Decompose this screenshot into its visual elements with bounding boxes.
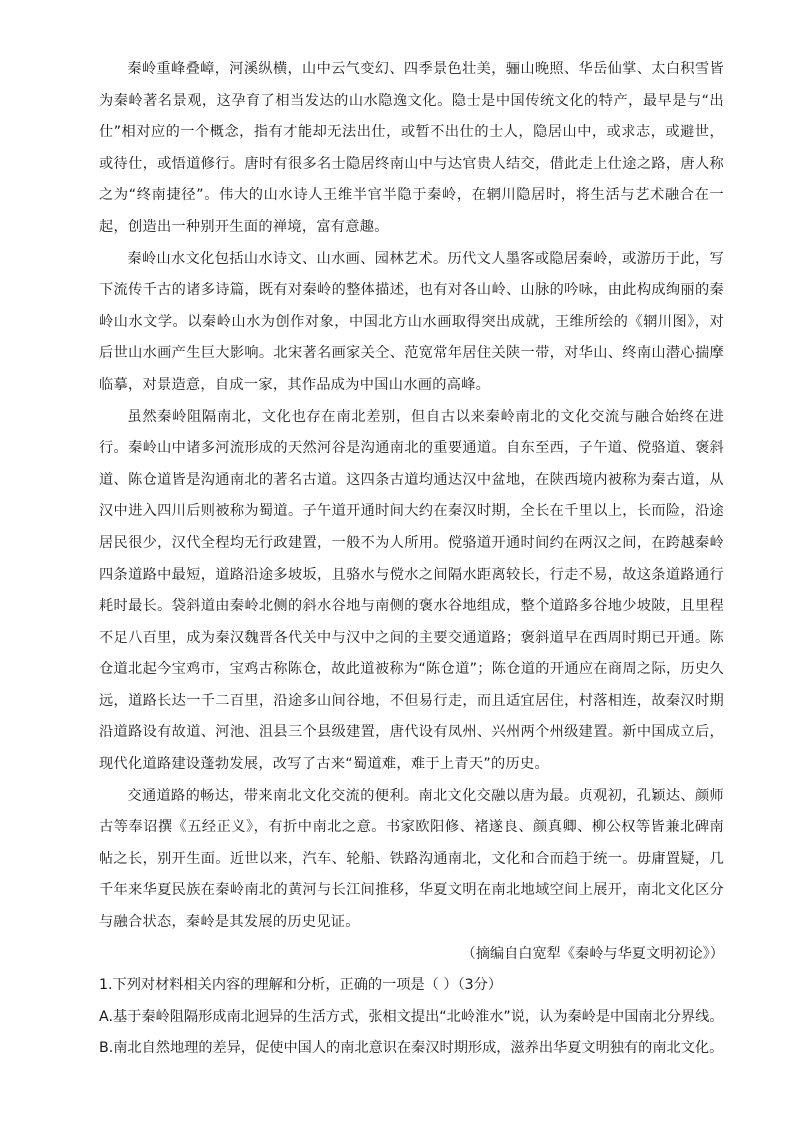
passage-paragraph-1: 秦岭重峰叠嶂，河溪纵横，山中云气变幻、四季景色壮美，骊山晚照、华岳仙掌、太白积雪皆为秦岭著名景观，这孕育了相当发达的山水隐逸文化。隐士是中国传统文化的特产，最早是与“出仕”相对应的一个概念，指有才能却无法出仕，或暂不出仕的士人，隐居山中，或求志，或避世，或待仕，或悟道修行。唐时有很多名士隐居终南山中与达官贵人结交，借此走上仕途之路，唐人称之为“终南捷径”。伟大的山水诗人王维半官半隐于秦岭，在辋川隐居时，将生活与艺术融合在一起，创造出一种别开生面的禅境，富有意趣。 <box>99 61 724 235</box>
question-option-b: B.南北自然地理的差异，促使中国人的南北意识在秦汉时期形成，滋养出华夏文明独有的南北文化。 <box>99 1040 724 1057</box>
question-stem: 1.下列对材料相关内容的理解和分析，正确的一项是（ ）（3分） <box>99 977 503 994</box>
passage-paragraph-2: 秦岭山水文化包括山水诗文、山水画、园林艺术。历代文人墨客或隐居秦岭，或游历于此，写下流传千古的诸多诗篇，既有对秦岭的整体描述，也有对各山岭、山脉的吟咏，由此构成绚丽的秦岭山水文学。以秦岭山水为创作对象，中国北方山水画取得突出成就，王维所绘的《辋川图》，对后世山水画产生巨大影响。北宋著名画家关仝、范宽常年居住关陕一带，对华山、终南山潜心揣摩临摹，对景造意，自成一家，其作品成为中国山水画的高峰。 <box>99 250 724 393</box>
passage-paragraph-3: 虽然秦岭阻隔南北，文化也存在南北差别，但自古以来秦岭南北的文化交流与融合始终在进行。秦岭山中诸多河流形成的天然河谷是沟通南北的重要通道。自东至西，子午道、傥骆道、褒斜道、陈仓道皆是沟通南北的著名古道。这四条古道均通达汉中盆地，在陕西境内被称为秦古道，从汉中进入四川后则被称为蜀道。子午道开通时间大约在秦汉时期，全长在千里以上，长而险，沿途居民很少，汉代全程均无行政建置，一般不为人所用。傥骆道开通时间约在两汉之间，在跨越秦岭四条道路中最短，道路沿途多坡坂，且骆水与傥水之间隔水距离较长，行走不易，故这条道路通行耗时最长。袋斜道由秦岭北侧的斜水谷地与南侧的褒水谷地组成，整个道路多谷地少坡陂，且里程不足八百里，成为秦汉魏晋各代关中与汉中之间的主要交通道路；褒斜道早在西周时期已开通。陈仓道北起今宝鸡市，宝鸡古称陈仓，故此道被称为“陈仓道”；陈仓道的开通应在商周之际，历史久远，道路长达一千二百里，沿途多山间谷地，不但易行走，而且适宜居住，村落相连，故秦汉时期沿道路设有故道、河池、沮县三个县级建置，唐代设有凤州、兴州两个州级建置。新中国成立后，现代化道路建设蓬勃发展，改写了古来“蜀道难，难于上青天”的历史。 <box>99 408 724 773</box>
passage-source: （摘编自白宽犁《秦岭与华夏文明初论》） <box>461 945 724 962</box>
passage-paragraph-4: 交通道路的畅达，带来南北文化交流的便利。南北文化交融以唐为最。贞观初，孔颖达、颜师古等奉诏撰《五经正义》，有折中南北之意。书家欧阳修、褚遂良、颜真卿、柳公权等皆兼北碑南帖之长，别开生面。近世以来，汽车、轮船、铁路沟通南北，文化和合而趋于统一。毋庸置疑，几千年来华夏民族在秦岭南北的黄河与长江间推移，华夏文明在南北地域空间上展开，南北文化区分与融合状态，秦岭是其发展的历史见证。 <box>99 787 724 931</box>
document-content <box>99 54 724 1065</box>
question-option-a: A.基于秦岭阻隔形成南北迥异的生活方式，张相文提出“北岭淮水”说，认为秦岭是中国南北分界线。 <box>99 1008 724 1025</box>
